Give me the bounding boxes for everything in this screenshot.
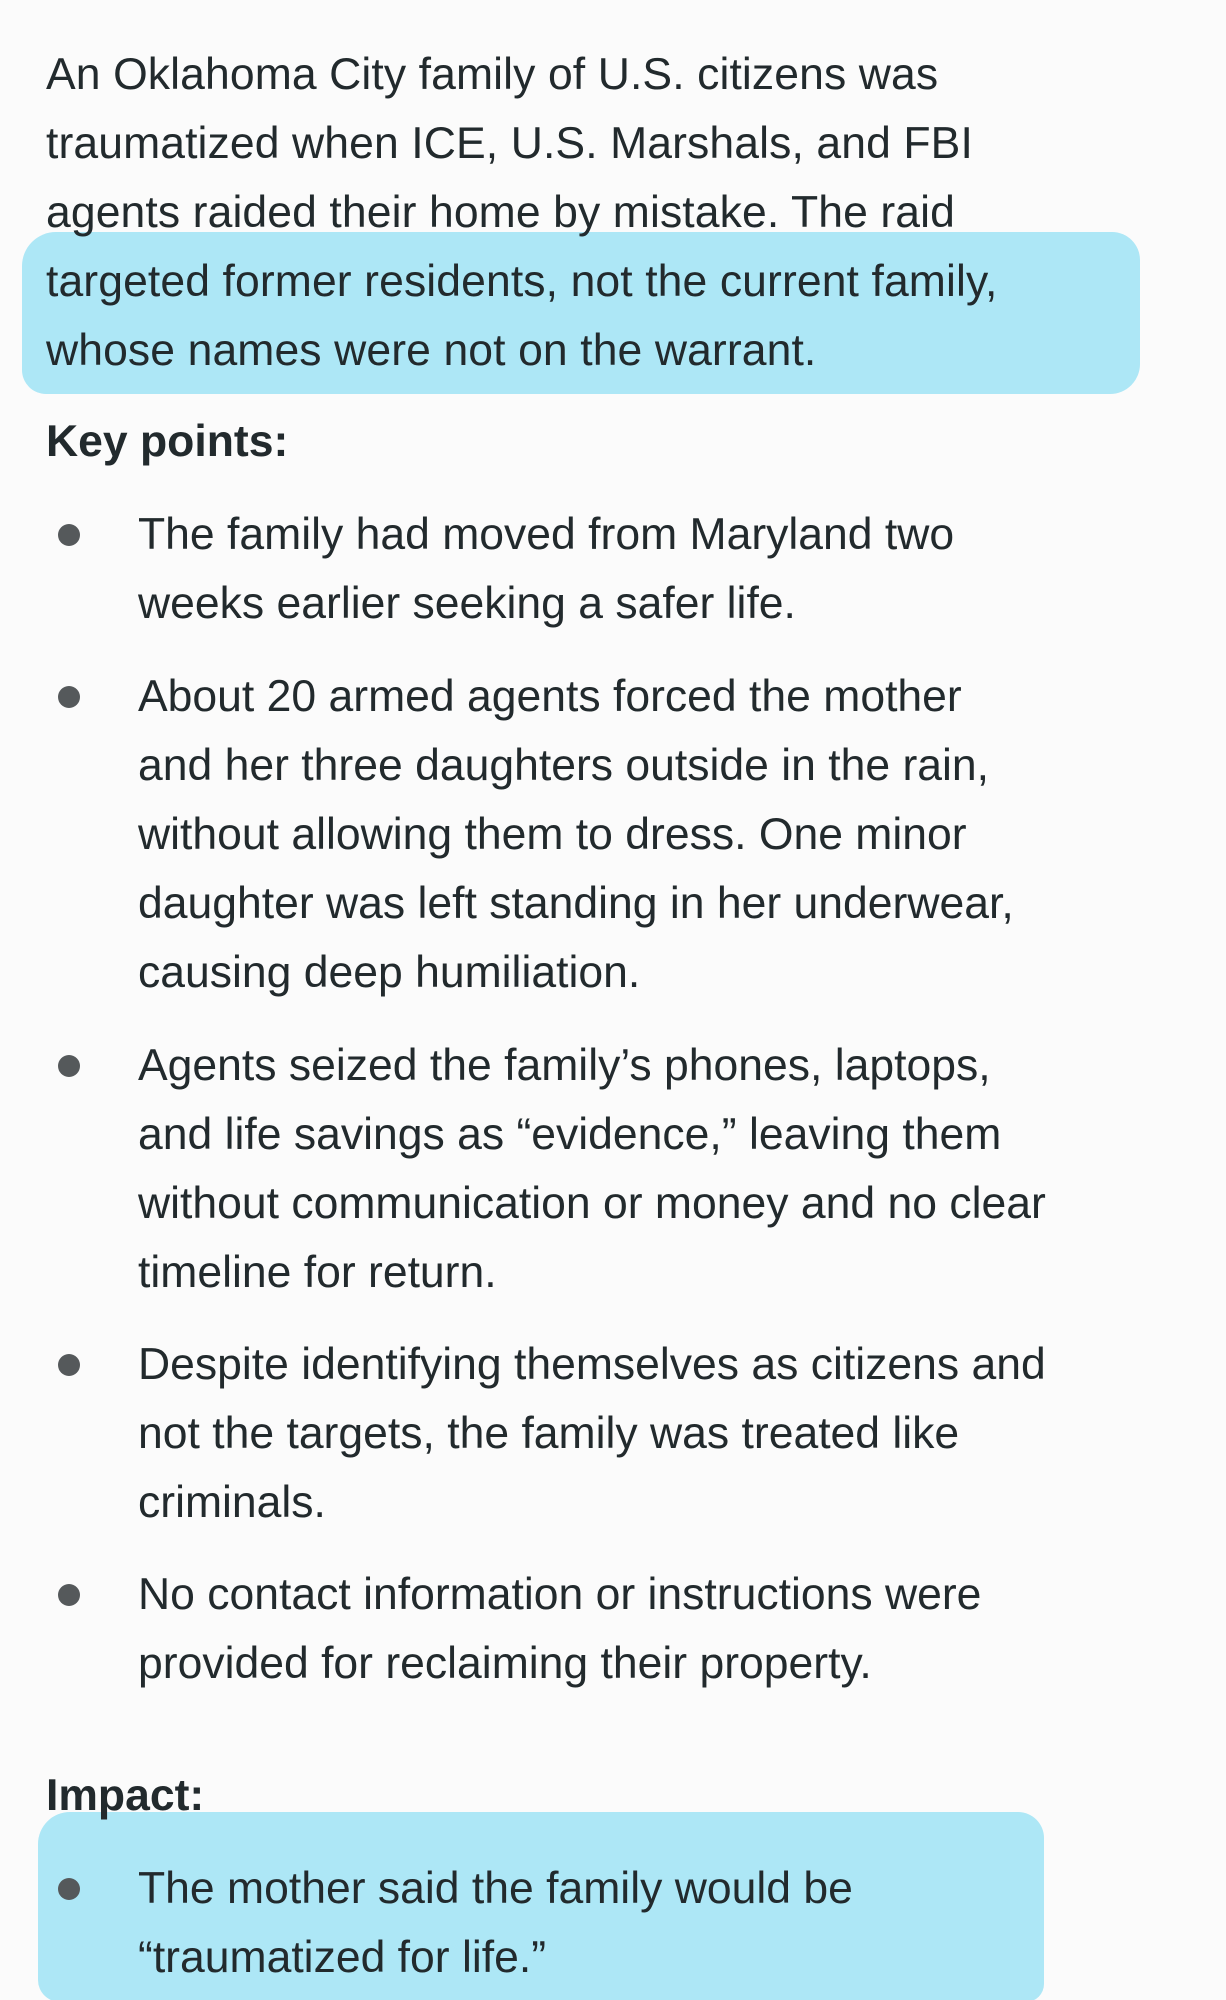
key-point-line: and life savings as “evidence,” leaving them [138, 1110, 1002, 1159]
intro-line: agents raided their home by mistake. The raid [46, 188, 955, 237]
key-point-line: causing deep humiliation. [138, 948, 641, 997]
key-point-text [138, 500, 1198, 638]
key-point-text [138, 1560, 1198, 1698]
key-point-line: Agents seized the family’s phones, laptops, [138, 1041, 991, 1090]
key-point-line: The family had moved from Maryland two [138, 510, 955, 559]
key-point-line: provided for reclaiming their property. [138, 1639, 872, 1688]
intro-line: An Oklahoma City family of U.S. citizens was [46, 50, 939, 99]
bullet-dot-icon [58, 1354, 80, 1376]
impact-text [138, 1854, 1198, 1992]
key-point-text [138, 1330, 1198, 1537]
key-point-line: not the targets, the family was treated like [138, 1409, 960, 1458]
impact-line: “traumatized for life.” [138, 1933, 547, 1982]
key-point-line: weeks earlier seeking a safer life. [138, 579, 796, 628]
key-points-heading: Key points: [46, 417, 289, 466]
key-point-line: timeline for return. [138, 1248, 497, 1297]
key-point-text [138, 1031, 1198, 1307]
key-point-line: without communication or money and no clear [138, 1179, 1046, 1228]
intro-line: whose names were not on the warrant. [46, 326, 817, 375]
key-point-line: without allowing them to dress. One minor [138, 810, 967, 859]
bullet-dot-icon [58, 524, 80, 546]
bullet-dot-icon [58, 686, 80, 708]
bullet-dot-icon [58, 1055, 80, 1077]
key-point-text [138, 662, 1198, 1007]
impact-line: The mother said the family would be [138, 1864, 853, 1913]
key-point-line: Despite identifying themselves as citizens and [138, 1340, 1046, 1389]
bullet-dot-icon [58, 1584, 80, 1606]
intro-line: traumatized when ICE, U.S. Marshals, and FBI [46, 119, 973, 168]
intro-paragraph [46, 40, 1196, 385]
key-point-line: No contact information or instructions were [138, 1570, 982, 1619]
bullet-dot-icon [58, 1878, 80, 1900]
key-point-line: and her three daughters outside in the rain, [138, 741, 990, 790]
key-point-line: About 20 armed agents forced the mother [138, 672, 962, 721]
impact-heading: Impact: [46, 1771, 205, 1820]
key-point-line: daughter was left standing in her underwear, [138, 879, 1014, 928]
key-point-line: criminals. [138, 1478, 326, 1527]
intro-line: targeted former residents, not the current family, [46, 257, 998, 306]
